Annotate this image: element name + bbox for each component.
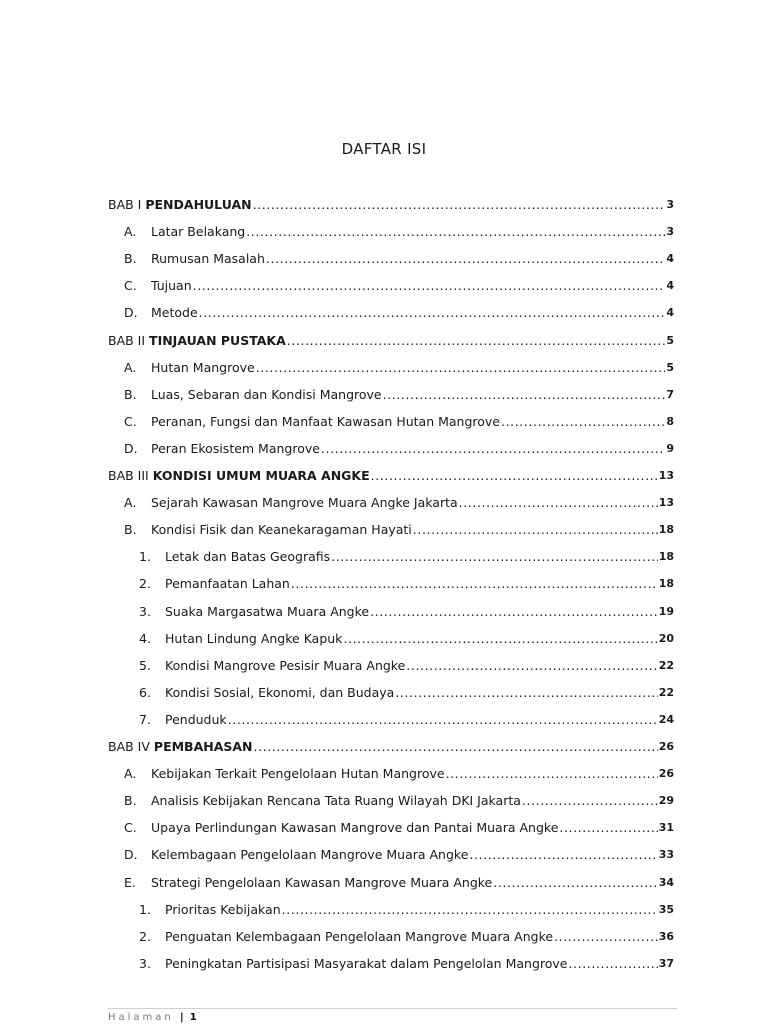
toc-entry-label: Peran Ekosistem Mangrove — [151, 440, 320, 456]
toc-page-number: 3 — [666, 225, 674, 239]
toc-entry-marker: C. — [124, 278, 137, 294]
toc-entry — [139, 706, 674, 728]
footer-separator: | — [179, 1012, 184, 1023]
toc-page-number: 31 — [658, 821, 674, 835]
footer-divider — [108, 1008, 677, 1009]
toc-chapter-title: PENDAHULUAN — [145, 197, 252, 212]
toc-entry-label: Penduduk — [165, 711, 227, 727]
toc-entry-label: Hutan Mangrove — [151, 359, 255, 375]
toc-page-number: 13 — [658, 469, 674, 482]
toc-chapter-entry — [108, 733, 674, 755]
toc-entry-label: Kebijakan Terkait Pengelolaan Hutan Mangrove — [151, 766, 445, 782]
toc-entry-label: Kondisi Sosial, Ekonomi, dan Budaya — [165, 684, 395, 700]
toc-entry — [124, 814, 674, 836]
toc-page-number: 24 — [658, 712, 674, 726]
toc-dot-leader — [331, 549, 658, 565]
toc-entry — [139, 570, 674, 592]
toc-entry-label: Rumusan Masalah — [151, 251, 265, 267]
toc-entry — [124, 435, 674, 457]
toc-dot-leader — [199, 305, 666, 321]
toc-page-number: 20 — [658, 631, 674, 645]
toc-entry-marker: C. — [124, 820, 137, 836]
toc-dot-leader — [501, 414, 665, 430]
toc-dot-leader — [459, 495, 658, 511]
toc-entry-label: Pemanfaatan Lahan — [165, 576, 290, 592]
toc-dot-leader — [256, 360, 666, 376]
toc-entry-label: Peningkatan Partisipasi Masyarakat dalam Pengelolan Mangrove — [165, 955, 568, 971]
toc-entry-marker: D. — [124, 305, 138, 321]
toc-entry — [124, 354, 674, 376]
toc-page-number: 4 — [666, 306, 674, 320]
toc-chapter-label — [145, 197, 251, 213]
toc-chapter-label — [149, 333, 286, 349]
toc-entry-marker: A. — [124, 766, 137, 782]
toc-dot-leader — [383, 387, 666, 403]
toc-dot-leader — [371, 468, 658, 484]
toc-entry — [124, 516, 674, 538]
toc-chapter-title: PEMBAHASAN — [153, 739, 253, 754]
toc-entry — [139, 923, 674, 945]
toc-dot-leader — [228, 712, 658, 728]
toc-dot-leader — [193, 278, 666, 294]
toc-entry — [124, 841, 674, 863]
toc-dot-leader — [446, 766, 658, 782]
toc-entry-label: Suaka Margasatwa Muara Angke — [165, 603, 370, 619]
toc-entry-marker: E. — [124, 874, 136, 890]
page-title: DAFTAR ISI — [341, 140, 427, 158]
toc-entry-label: Analisis Kebijakan Rencana Tata Ruang Wilayah DKI Jakarta — [151, 793, 521, 809]
toc-entry-marker: B. — [124, 522, 137, 538]
toc-page-number: 4 — [666, 279, 674, 293]
toc-chapter-prefix: BAB I — [108, 197, 142, 212]
toc-entry-label: Peranan, Fungsi dan Manfaat Kawasan Hutan Mangrove — [151, 413, 500, 429]
toc-dot-leader — [370, 604, 658, 620]
toc-entry — [124, 218, 674, 240]
toc-page-number: 37 — [658, 956, 674, 970]
toc-entry-label: Strategi Pengelolaan Kawasan Mangrove Muara Angke — [151, 874, 493, 890]
toc-entry-marker: 2. — [139, 576, 151, 592]
toc-dot-leader — [253, 197, 666, 213]
toc-entry-marker: D. — [124, 440, 138, 456]
toc-page-number: 35 — [658, 902, 674, 916]
toc-dot-leader — [554, 929, 658, 945]
toc-entry-label: Letak dan Batas Geografis — [165, 549, 331, 565]
toc-entry-marker: 6. — [139, 684, 151, 700]
toc-page-number: 36 — [658, 929, 674, 943]
toc-entry-marker: 5. — [139, 657, 151, 673]
toc-page-number: 13 — [658, 496, 674, 510]
toc-entry-marker: B. — [124, 251, 137, 267]
toc-entry-marker: 7. — [139, 711, 151, 727]
toc-dot-leader — [568, 956, 657, 972]
toc-entry — [139, 625, 674, 647]
toc-dot-leader — [343, 631, 657, 647]
toc-entry-marker: A. — [124, 359, 137, 375]
toc-chapter-prefix: BAB II — [108, 332, 146, 348]
toc-page-number: 18 — [658, 523, 674, 537]
toc-dot-leader — [291, 576, 658, 592]
toc-dot-leader — [559, 820, 657, 836]
toc-page-number: 29 — [658, 794, 674, 808]
toc-entry-label: Luas, Sebaran dan Kondisi Mangrove — [151, 386, 382, 402]
toc-entry-label: Tujuan — [151, 278, 192, 294]
toc-chapter-title: TINJAUAN PUSTAKA — [149, 332, 286, 348]
toc-entry — [124, 299, 674, 321]
toc-chapter-entry — [108, 191, 674, 213]
toc-entry-marker: 3. — [139, 603, 151, 619]
toc-entry-label: Kelembagaan Pengelolaan Mangrove Muara Angke — [151, 847, 469, 863]
toc-chapter-prefix: BAB III — [108, 468, 149, 483]
toc-chapter-label — [153, 468, 370, 484]
toc-page-number: 26 — [658, 767, 674, 781]
toc-entry-marker: D. — [124, 847, 138, 863]
toc-page-number: 9 — [666, 441, 674, 455]
toc-page-number: 7 — [666, 387, 674, 401]
toc-entry — [139, 950, 674, 972]
toc-entry-marker: 4. — [139, 630, 151, 646]
toc-chapter-label — [154, 739, 253, 755]
toc-page-number: 8 — [666, 414, 674, 428]
toc-entry — [124, 272, 674, 294]
toc-page-number: 18 — [658, 577, 674, 591]
toc-page-number: 26 — [658, 740, 674, 753]
toc-dot-leader — [246, 224, 665, 240]
toc-chapter-entry — [108, 327, 674, 349]
toc-entry-label: Hutan Lindung Angke Kapuk — [165, 630, 343, 646]
toc-dot-leader — [287, 333, 666, 349]
toc-entry-label: Prioritas Kebijakan — [165, 901, 281, 917]
toc-page-number: 18 — [658, 550, 674, 564]
toc-entry-label: Kondisi Fisik dan Keanekaragaman Hayati — [151, 522, 412, 538]
toc-entry-marker: A. — [124, 495, 137, 511]
toc-entry — [139, 598, 674, 620]
toc-dot-leader — [321, 441, 665, 457]
toc-page-number: 33 — [658, 848, 674, 862]
toc-page-number: 22 — [658, 658, 674, 672]
toc-dot-leader — [493, 875, 657, 891]
toc-page-number: 5 — [666, 360, 674, 374]
toc-page-number: 4 — [666, 252, 674, 266]
toc-page-number: 19 — [658, 604, 674, 618]
toc-dot-leader — [282, 902, 658, 918]
toc-page-number: 5 — [666, 333, 674, 347]
toc-chapter-entry — [108, 462, 674, 484]
toc-entry — [139, 652, 674, 674]
toc-dot-leader — [406, 658, 657, 674]
toc-entry-label: Upaya Perlindungan Kawasan Mangrove dan Pantai Muara Angke — [151, 820, 559, 836]
toc-dot-leader — [254, 739, 658, 755]
toc-chapter-title: KONDISI UMUM MUARA ANGKE — [152, 468, 370, 483]
toc-entry — [124, 245, 674, 267]
toc-entry — [124, 408, 674, 430]
toc-entry-marker: A. — [124, 224, 137, 240]
footer-label: Halaman — [108, 1012, 174, 1023]
toc-entry — [139, 896, 674, 918]
toc-dot-leader — [522, 793, 658, 809]
toc-dot-leader — [266, 251, 665, 267]
page-footer — [108, 1012, 197, 1023]
toc-entry-marker: C. — [124, 413, 137, 429]
toc-entry — [124, 869, 674, 891]
toc-entry-label: Metode — [151, 305, 198, 321]
toc-entry-marker: 2. — [139, 928, 151, 944]
toc-entry-marker: 1. — [139, 901, 151, 917]
toc-entry — [139, 543, 674, 565]
toc-entry-label: Latar Belakang — [151, 224, 246, 240]
toc-entry — [139, 679, 674, 701]
toc-page-number: 22 — [658, 685, 674, 699]
toc-entry — [124, 381, 674, 403]
toc-entry-marker: 3. — [139, 955, 151, 971]
toc-dot-leader — [395, 685, 657, 701]
toc-entry-label: Kondisi Mangrove Pesisir Muara Angke — [165, 657, 406, 673]
toc-entry-marker: 1. — [139, 549, 151, 565]
toc-dot-leader — [469, 847, 657, 863]
toc-entry — [124, 489, 674, 511]
toc-entry-label: Penguatan Kelembagaan Pengelolaan Mangrove Muara Angke — [165, 928, 554, 944]
toc-entry — [124, 787, 674, 809]
toc-dot-leader — [413, 522, 658, 538]
toc-entry-label: Sejarah Kawasan Mangrove Muara Angke Jakarta — [151, 495, 458, 511]
toc-entry-marker: B. — [124, 386, 137, 402]
toc-entry-marker: B. — [124, 793, 137, 809]
footer-page-number: 1 — [189, 1012, 197, 1023]
toc-page-number: 34 — [658, 875, 674, 889]
toc-page-number: 3 — [666, 198, 674, 211]
toc-chapter-prefix: BAB IV — [108, 739, 150, 754]
toc-entry — [124, 760, 674, 782]
